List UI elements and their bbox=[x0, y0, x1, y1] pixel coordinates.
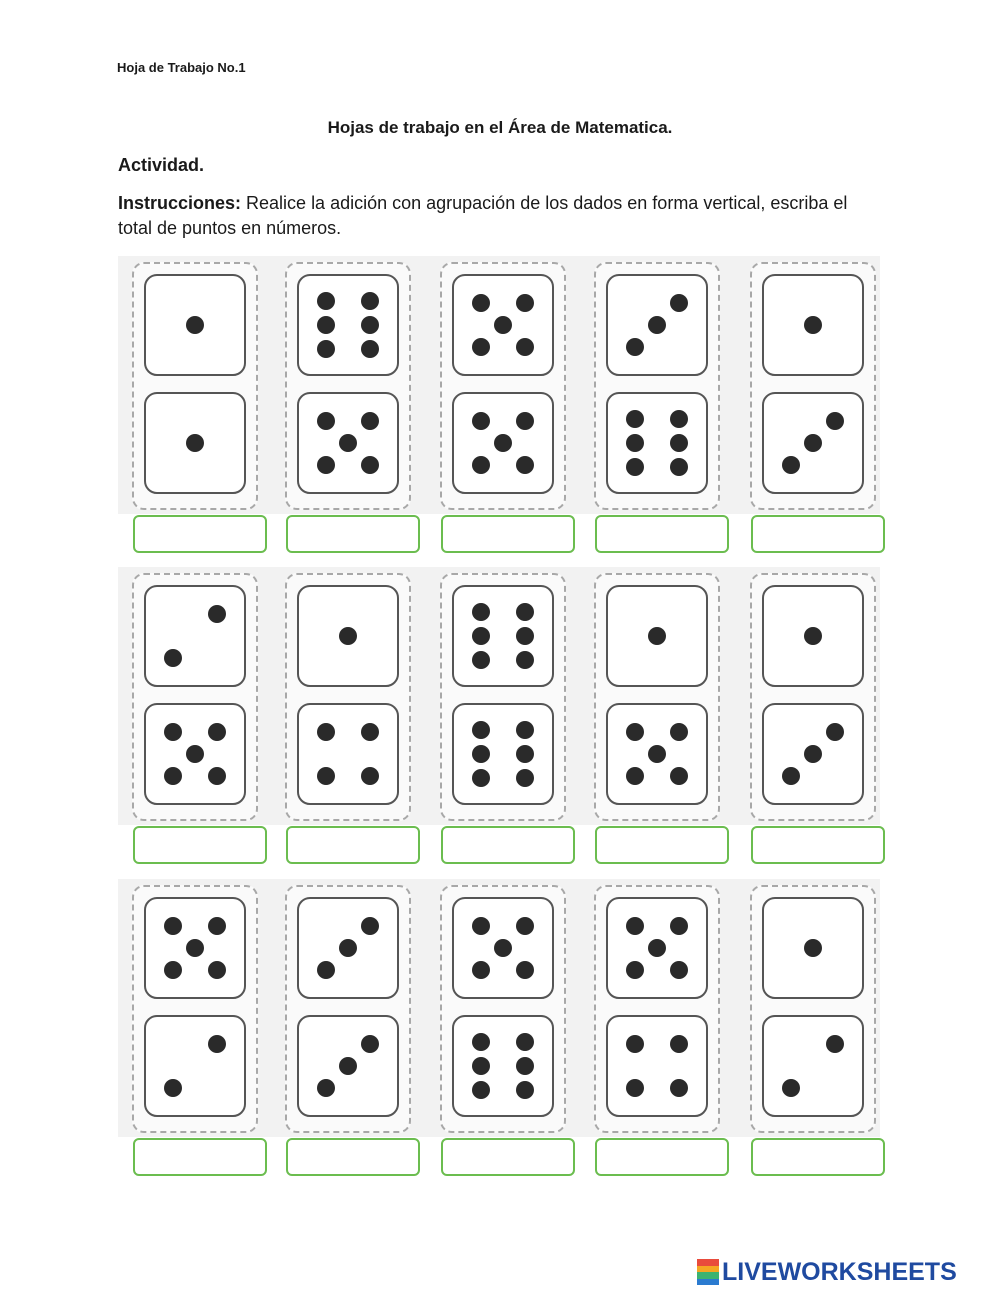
die-bottom bbox=[144, 392, 246, 494]
die-pip bbox=[670, 767, 688, 785]
die-pip bbox=[361, 723, 379, 741]
die-pip bbox=[804, 434, 822, 452]
dice-pair bbox=[132, 885, 258, 1133]
answer-input[interactable] bbox=[286, 1138, 420, 1176]
die-pip bbox=[361, 767, 379, 785]
die-pip bbox=[317, 412, 335, 430]
die-bottom bbox=[297, 392, 399, 494]
die-pip bbox=[472, 651, 490, 669]
die-pip bbox=[670, 434, 688, 452]
die-bottom bbox=[606, 1015, 708, 1117]
die-pip bbox=[186, 939, 204, 957]
die-bottom bbox=[297, 703, 399, 805]
die-pip bbox=[472, 603, 490, 621]
die-pip bbox=[516, 412, 534, 430]
die-bottom bbox=[297, 1015, 399, 1117]
die-pip bbox=[317, 316, 335, 334]
die-pip bbox=[516, 1033, 534, 1051]
die-bottom bbox=[144, 1015, 246, 1117]
die-pip bbox=[472, 917, 490, 935]
die-pip bbox=[804, 627, 822, 645]
die-pip bbox=[670, 1035, 688, 1053]
die-pip bbox=[472, 338, 490, 356]
die-top bbox=[606, 897, 708, 999]
die-pip bbox=[317, 340, 335, 358]
die-pip bbox=[317, 961, 335, 979]
die-top bbox=[144, 897, 246, 999]
die-pip bbox=[208, 767, 226, 785]
page-title: Hojas de trabajo en el Área de Matematica. bbox=[327, 118, 673, 137]
die-top bbox=[606, 274, 708, 376]
dice-pair bbox=[594, 885, 720, 1133]
die-pip bbox=[317, 1079, 335, 1097]
die-pip bbox=[472, 745, 490, 763]
die-pip bbox=[626, 338, 644, 356]
die-top bbox=[762, 274, 864, 376]
die-pip bbox=[516, 456, 534, 474]
die-pip bbox=[516, 1081, 534, 1099]
instructions-text: Realice la adición con agrupación de los dados en forma vertical, escriba el total de puntos en números. bbox=[118, 193, 848, 238]
die-pip bbox=[361, 412, 379, 430]
answer-input[interactable] bbox=[751, 826, 885, 864]
die-pip bbox=[516, 651, 534, 669]
die-top bbox=[452, 897, 554, 999]
die-pip bbox=[626, 458, 644, 476]
die-pip bbox=[516, 745, 534, 763]
die-pip bbox=[164, 961, 182, 979]
die-bottom bbox=[762, 1015, 864, 1117]
die-bottom bbox=[762, 392, 864, 494]
die-pip bbox=[516, 338, 534, 356]
answer-input[interactable] bbox=[441, 515, 575, 553]
die-pip bbox=[826, 723, 844, 741]
die-pip bbox=[494, 434, 512, 452]
liveworksheets-logo bbox=[697, 1258, 957, 1286]
die-pip bbox=[339, 627, 357, 645]
die-pip bbox=[516, 294, 534, 312]
die-pip bbox=[208, 917, 226, 935]
die-pip bbox=[361, 1035, 379, 1053]
die-pip bbox=[648, 316, 666, 334]
die-pip bbox=[804, 316, 822, 334]
die-pip bbox=[208, 605, 226, 623]
die-pip bbox=[648, 627, 666, 645]
die-pip bbox=[361, 292, 379, 310]
die-pip bbox=[626, 767, 644, 785]
activity-heading: Actividad. bbox=[118, 155, 205, 175]
dice-pair bbox=[440, 573, 566, 821]
die-pip bbox=[648, 939, 666, 957]
die-pip bbox=[472, 961, 490, 979]
sheet-label: Hoja de Trabajo No.1 bbox=[117, 60, 246, 75]
die-pip bbox=[208, 723, 226, 741]
die-pip bbox=[516, 917, 534, 935]
die-bottom bbox=[452, 1015, 554, 1117]
die-bottom bbox=[452, 703, 554, 805]
die-pip bbox=[339, 434, 357, 452]
dice-pair bbox=[132, 262, 258, 510]
die-pip bbox=[339, 1057, 357, 1075]
die-bottom bbox=[606, 703, 708, 805]
die-pip bbox=[804, 939, 822, 957]
instructions bbox=[118, 191, 858, 241]
answer-input[interactable] bbox=[133, 1138, 267, 1176]
die-pip bbox=[494, 316, 512, 334]
die-pip bbox=[472, 294, 490, 312]
die-top bbox=[144, 585, 246, 687]
die-bottom bbox=[452, 392, 554, 494]
die-pip bbox=[472, 1033, 490, 1051]
die-pip bbox=[164, 1079, 182, 1097]
badge-stripe bbox=[697, 1279, 719, 1286]
liveworksheets-badge-icon bbox=[697, 1259, 719, 1285]
die-pip bbox=[626, 1035, 644, 1053]
dice-pair bbox=[285, 573, 411, 821]
die-top bbox=[762, 897, 864, 999]
dice-pair bbox=[594, 573, 720, 821]
die-pip bbox=[626, 1079, 644, 1097]
die-pip bbox=[494, 939, 512, 957]
die-pip bbox=[361, 340, 379, 358]
die-pip bbox=[164, 723, 182, 741]
answer-input[interactable] bbox=[441, 1138, 575, 1176]
die-pip bbox=[472, 769, 490, 787]
die-bottom bbox=[144, 703, 246, 805]
instructions-lead: Instrucciones: bbox=[118, 193, 242, 213]
die-pip bbox=[516, 1057, 534, 1075]
die-pip bbox=[670, 961, 688, 979]
die-pip bbox=[339, 939, 357, 957]
die-pip bbox=[626, 961, 644, 979]
answer-input[interactable] bbox=[751, 515, 885, 553]
die-pip bbox=[317, 456, 335, 474]
die-pip bbox=[317, 723, 335, 741]
dice-pair bbox=[750, 573, 876, 821]
answer-input[interactable] bbox=[133, 826, 267, 864]
die-pip bbox=[516, 769, 534, 787]
dice-pair bbox=[285, 885, 411, 1133]
answer-input[interactable] bbox=[595, 515, 729, 553]
answer-input[interactable] bbox=[441, 826, 575, 864]
die-pip bbox=[626, 917, 644, 935]
die-bottom bbox=[762, 703, 864, 805]
dice-pair bbox=[440, 262, 566, 510]
liveworksheets-wordmark: LIVEWORKSHEETS bbox=[722, 1257, 957, 1286]
dice-pair bbox=[285, 262, 411, 510]
die-pip bbox=[516, 961, 534, 979]
die-pip bbox=[516, 627, 534, 645]
die-pip bbox=[361, 316, 379, 334]
die-pip bbox=[670, 458, 688, 476]
die-pip bbox=[164, 649, 182, 667]
die-pip bbox=[782, 1079, 800, 1097]
die-pip bbox=[317, 292, 335, 310]
die-pip bbox=[782, 767, 800, 785]
die-pip bbox=[670, 723, 688, 741]
die-top bbox=[762, 585, 864, 687]
die-pip bbox=[670, 917, 688, 935]
dice-pair bbox=[750, 262, 876, 510]
answer-input[interactable] bbox=[595, 826, 729, 864]
die-pip bbox=[361, 456, 379, 474]
die-pip bbox=[208, 1035, 226, 1053]
die-pip bbox=[516, 603, 534, 621]
die-pip bbox=[670, 294, 688, 312]
die-pip bbox=[186, 316, 204, 334]
die-pip bbox=[186, 434, 204, 452]
dice-pair bbox=[132, 573, 258, 821]
die-top bbox=[297, 274, 399, 376]
die-pip bbox=[472, 1081, 490, 1099]
die-pip bbox=[186, 745, 204, 763]
die-pip bbox=[626, 434, 644, 452]
die-pip bbox=[317, 767, 335, 785]
die-top bbox=[144, 274, 246, 376]
dice-pair bbox=[594, 262, 720, 510]
die-pip bbox=[670, 1079, 688, 1097]
die-pip bbox=[472, 627, 490, 645]
dice-pair bbox=[750, 885, 876, 1133]
answer-input[interactable] bbox=[133, 515, 267, 553]
die-pip bbox=[826, 412, 844, 430]
die-pip bbox=[626, 723, 644, 741]
die-pip bbox=[670, 410, 688, 428]
die-pip bbox=[472, 721, 490, 739]
dice-pair bbox=[440, 885, 566, 1133]
die-pip bbox=[472, 456, 490, 474]
die-pip bbox=[782, 456, 800, 474]
die-pip bbox=[516, 721, 534, 739]
die-top bbox=[297, 897, 399, 999]
die-pip bbox=[648, 745, 666, 763]
die-pip bbox=[626, 410, 644, 428]
die-top bbox=[606, 585, 708, 687]
die-pip bbox=[472, 412, 490, 430]
die-top bbox=[297, 585, 399, 687]
answer-input[interactable] bbox=[595, 1138, 729, 1176]
answer-input[interactable] bbox=[751, 1138, 885, 1176]
die-pip bbox=[361, 917, 379, 935]
die-pip bbox=[164, 917, 182, 935]
die-pip bbox=[208, 961, 226, 979]
answer-input[interactable] bbox=[286, 826, 420, 864]
die-pip bbox=[164, 767, 182, 785]
answer-input[interactable] bbox=[286, 515, 420, 553]
die-pip bbox=[472, 1057, 490, 1075]
die-top bbox=[452, 274, 554, 376]
die-top bbox=[452, 585, 554, 687]
die-pip bbox=[826, 1035, 844, 1053]
die-bottom bbox=[606, 392, 708, 494]
die-pip bbox=[804, 745, 822, 763]
